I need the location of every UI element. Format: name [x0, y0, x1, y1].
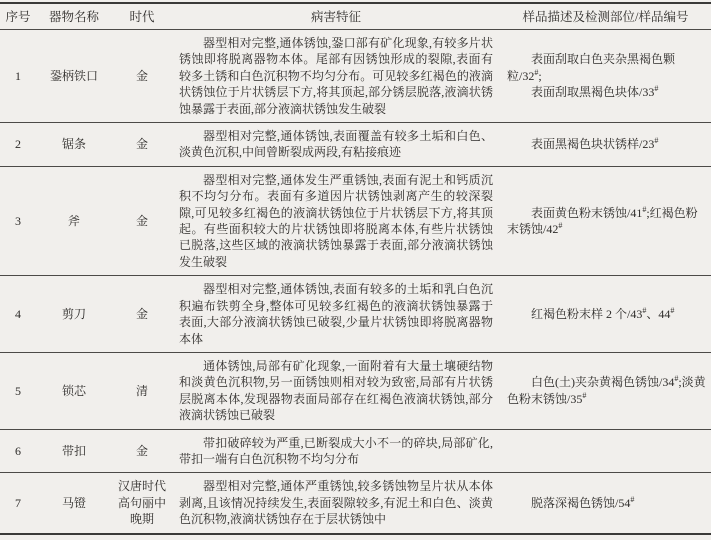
artifact-name: 锁芯 [36, 352, 112, 429]
disease-description [172, 30, 500, 123]
disease-description [172, 473, 500, 534]
row-number: 1 [15, 68, 21, 83]
row-number: 2 [0, 123, 36, 167]
header-no: 序号 [0, 3, 36, 30]
sample-text: 表面黑褐色块状锈样/23# [531, 136, 659, 152]
row-number: 5 [0, 352, 36, 429]
sample-text: 表面黄色粉末锈蚀/41#;红褐色粉末锈蚀/42# [507, 204, 698, 237]
sample-description [500, 166, 711, 275]
artifact-corrosion-table [0, 2, 711, 535]
table-row [0, 166, 711, 275]
header-artifact-name: 器物名称 [36, 3, 112, 30]
artifact-name: 剪刀 [36, 276, 112, 353]
sample-text: 表面刮取黑褐色块体/33# [531, 84, 659, 100]
disease-description [172, 123, 500, 167]
header-sample: 样品描述及检测部位/样品编号 [500, 3, 711, 30]
disease-description [172, 429, 500, 473]
sample-text: 红褐色粉末样 2 个/43#、44# [531, 305, 675, 321]
artifact-era: 金 [135, 68, 148, 83]
disease-text: 通体锈蚀,局部有矿化现象,一面附着有大量土壤硬结物和淡黄色沉积物,另一面锈蚀则相对较为致密,局部有片状锈层脱离本体,发现器物表面局部存在红褐色液滴状锈蚀,部分液滴状锈蚀已破裂 [179, 358, 493, 423]
table-header-row [0, 3, 711, 30]
artifact-name: 銎柄铁口 [49, 68, 98, 83]
disease-text: 器型相对完整,通体严重锈蚀,较多锈蚀物呈片状从本体剥离,且该情况持续发生,表面裂隙较多,有泥土和白色、淡黄色沉积物,液滴状锈蚀存在于层状锈蚀中 [179, 479, 493, 527]
artifact-era: 金 [112, 429, 172, 473]
header-era: 时代 [112, 3, 172, 30]
artifact-era: 金 [112, 276, 172, 353]
artifact-name: 带扣 [36, 429, 112, 473]
table-row [0, 429, 711, 473]
sample-description [500, 352, 711, 429]
row-number: 7 [0, 473, 36, 534]
disease-description [172, 276, 500, 353]
artifact-name: 斧 [36, 166, 112, 275]
header-disease: 病害特征 [172, 3, 500, 30]
sample-description [500, 123, 711, 167]
artifact-era: 汉唐时代高句丽中晚期 [112, 473, 172, 534]
artifact-name: 马镫 [36, 473, 112, 534]
table-row [0, 123, 711, 167]
sample-description [500, 473, 711, 534]
sample-description [500, 30, 711, 123]
sample-text: 白色(土)夹杂黄褐色锈蚀/34#;淡黄色粉末锈蚀/35# [507, 374, 706, 406]
sample-description [500, 429, 711, 473]
table-row [0, 30, 711, 123]
row-number: 3 [0, 166, 36, 275]
table-row [0, 473, 711, 534]
artifact-era: 清 [112, 352, 172, 429]
artifact-era: 金 [112, 166, 172, 275]
artifact-name: 锯条 [36, 123, 112, 167]
table-row [0, 352, 711, 429]
disease-text: 器型相对完整,通体锈蚀,銎口部有矿化现象,有较多片状锈蚀即将脱离器物本体。尾部有因锈蚀形成的裂隙,表面有较多土锈和白色沉积物不均匀分布。可见较多红褐色的液滴状锈蚀位于片状锈层下方,将其顶起,部分锈层脱落,液滴状锈蚀暴露于表面,部分液滴状锈蚀发生破裂 [179, 36, 493, 116]
disease-text: 器型相对完整,通体锈蚀,表面覆盖有较多土垢和白色、淡黄色沉积,中间曾断裂成两段,有粘接痕迹 [179, 129, 493, 160]
disease-text: 器型相对完整,通体锈蚀,表面有较多的土垢和乳白色沉积遍布铁剪全身,整体可见较多红褐色的液滴状锈蚀暴露于表面,大部分液滴状锈蚀已破裂,少量片状锈蚀即将脱离器物本体 [179, 282, 493, 346]
disease-text: 带扣破碎较为严重,已断裂成大小不一的碎块,局部矿化,带扣一端有白色沉积物不均匀分布 [179, 435, 493, 466]
sample-text: 表面刮取白色夹杂黑褐色颗粒/32#; [507, 52, 676, 83]
disease-text: 器型相对完整,通体发生严重锈蚀,表面有泥土和钙质沉积不均匀分布。表面有多道因片状锈蚀剥离产生的较深裂隙,可见较多红褐色的液滴状锈蚀位于片状锈层下方,将其顶起。有些面积较大的片状锈蚀即将脱离本体,有些片状锈蚀已脱落,这些区域的液滴状锈蚀暴露于表面,部分液滴状锈蚀发生破裂 [179, 172, 493, 269]
row-number: 4 [0, 276, 36, 353]
artifact-era: 金 [112, 123, 172, 167]
disease-description [172, 352, 500, 429]
sample-text: 脱落深褐色锈蚀/54# [531, 494, 635, 510]
row-number: 6 [0, 429, 36, 473]
sample-description [500, 276, 711, 353]
table-row [0, 276, 711, 353]
disease-description [172, 166, 500, 275]
